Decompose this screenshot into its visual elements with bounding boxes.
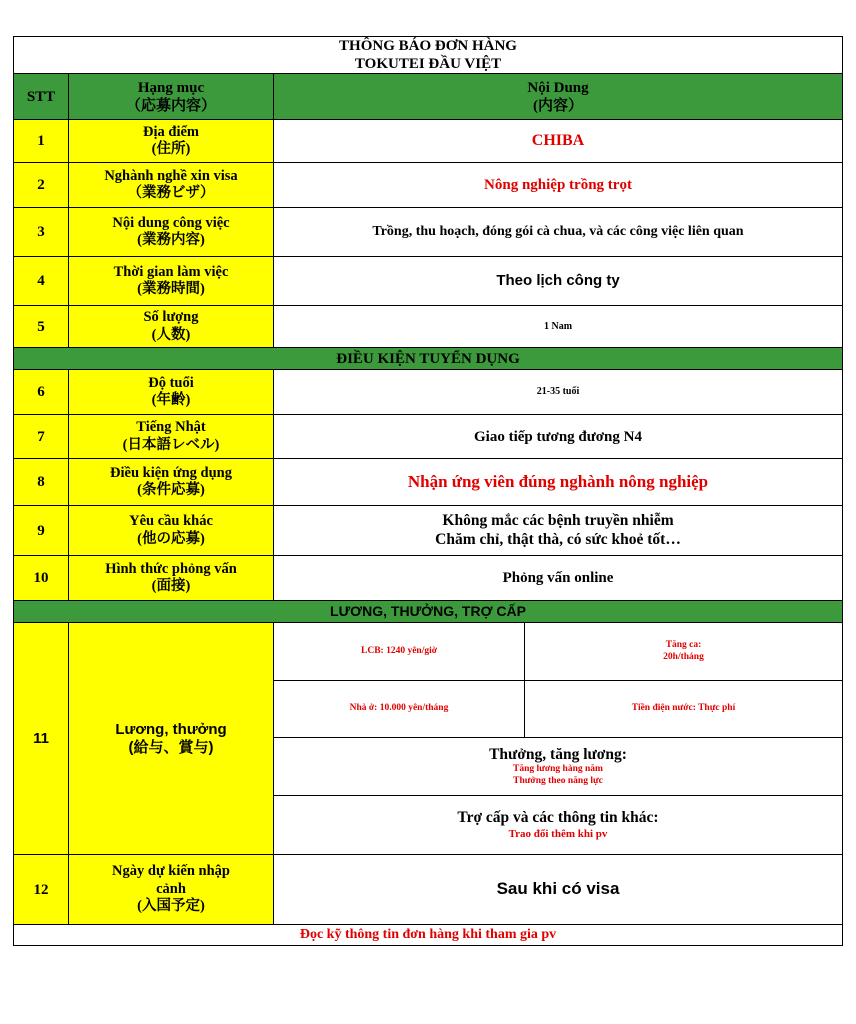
row-number: 3 [14, 208, 69, 257]
row-label-entry-date: Ngày dự kiến nhập cảnh (入国予定) [69, 855, 274, 925]
row-label: Số lượng (人数) [69, 306, 274, 348]
row-number: 5 [14, 306, 69, 348]
table-row [14, 459, 843, 506]
row-value-job-description: Trồng, thu hoạch, đóng gói cà chua, và các công việc liên quan [274, 208, 843, 257]
table-row [14, 163, 843, 208]
row-value-quantity: 1 Nam [274, 306, 843, 348]
table-row [14, 257, 843, 306]
row-number: 8 [14, 459, 69, 506]
basic-salary: LCB: 1240 yên/giờ [274, 623, 525, 681]
title-line-1: THÔNG BÁO ĐƠN HÀNG [339, 38, 517, 54]
header-row [14, 74, 843, 120]
row-number: 4 [14, 257, 69, 306]
row-number: 1 [14, 120, 69, 163]
order-notice-table [13, 36, 843, 946]
footer-note: Đọc kỹ thông tin đơn hàng khi tham gia pv [14, 925, 843, 946]
table-row [14, 506, 843, 556]
row-label: Yêu cầu khác (他の応募) [69, 506, 274, 556]
row-value-working-hours: Theo lịch công ty [274, 257, 843, 306]
row-label-salary: Lương, thưởng (給与、賞与) [69, 623, 274, 855]
row-number: 2 [14, 163, 69, 208]
salary-row [14, 623, 843, 681]
row-label: Thời gian làm việc (業務時間) [69, 257, 274, 306]
footer-row [14, 925, 843, 946]
row-number: 9 [14, 506, 69, 556]
row-value-japanese-level: Giao tiếp tương đương N4 [274, 415, 843, 459]
row-value-application-condition: Nhận ứng viên đúng nghành nông nghiệp [274, 459, 843, 506]
row-label: Điều kiện ứng dụng (条件応募) [69, 459, 274, 506]
row-label: Nghành nghề xin visa （業務ビザ） [69, 163, 274, 208]
row-value-other-requirements: Không mắc các bệnh truyền nhiễm Chăm chỉ, thật thà, có sức khoẻ tốt… [274, 506, 843, 556]
section-band-conditions [14, 348, 843, 370]
table-row [14, 556, 843, 601]
title-row [14, 37, 843, 74]
document-title [14, 37, 843, 74]
table-row [14, 208, 843, 257]
row-value-age: 21-35 tuổi [274, 370, 843, 415]
utilities: Tiền điện nước: Thực phí [525, 681, 843, 738]
row-value-visa-field: Nông nghiệp trồng trọt [274, 163, 843, 208]
row-number: 10 [14, 556, 69, 601]
row-value-location: CHIBA [274, 120, 843, 163]
section-band-salary [14, 601, 843, 623]
table-row [14, 855, 843, 925]
row-label: Nội dung công việc (業務内容) [69, 208, 274, 257]
title-line-2: TOKUTEI ĐẦU VIỆT [354, 56, 502, 72]
allowance-info: Trợ cấp và các thông tin khác: Trao đổi thêm khi pv [274, 796, 843, 855]
table-row [14, 306, 843, 348]
row-value-interview-format: Phỏng vấn online [274, 556, 843, 601]
housing: Nhà ở: 10.000 yên/tháng [274, 681, 525, 738]
row-number: 6 [14, 370, 69, 415]
row-label: Địa điểm (住所) [69, 120, 274, 163]
row-number: 12 [14, 855, 69, 925]
row-label: Độ tuổi (年齢) [69, 370, 274, 415]
overtime: Tăng ca: 20h/tháng [525, 623, 843, 681]
table-row [14, 370, 843, 415]
header-category: Hạng mục （応募内容） [69, 74, 274, 120]
table-row [14, 415, 843, 459]
table-row [14, 120, 843, 163]
row-value-entry-date: Sau khi có visa [274, 855, 843, 925]
section-title: LƯƠNG, THƯỞNG, TRỢ CẤP [14, 601, 843, 623]
header-stt: STT [14, 74, 69, 120]
row-label: Tiếng Nhật (日本語レベル) [69, 415, 274, 459]
row-label: Hình thức phỏng vấn (面接) [69, 556, 274, 601]
bonus-info: Thưởng, tăng lương: Tăng lương hàng năm Thưởng theo năng lực [274, 738, 843, 796]
row-number: 11 [14, 623, 69, 855]
row-number: 7 [14, 415, 69, 459]
header-content: Nội Dung (内容） [274, 74, 843, 120]
section-title: ĐIỀU KIỆN TUYỂN DỤNG [14, 348, 843, 370]
